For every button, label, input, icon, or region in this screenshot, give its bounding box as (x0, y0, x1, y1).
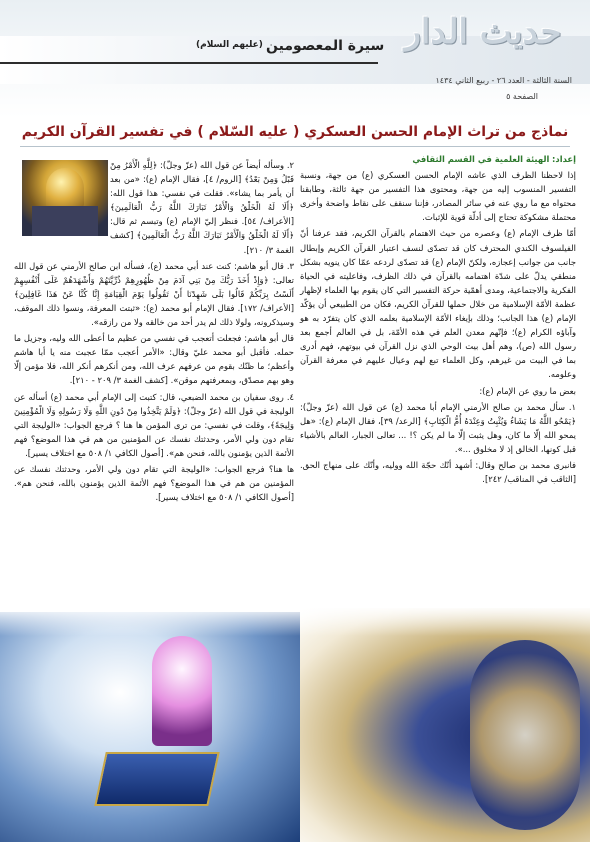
paragraph: ها هنا؟ فرجع الجواب: «الوليجة التي تقام دون ولي الأمر، وحدثتك نفسك عن المؤمنين من هم في هذا الموضع؟ فهم الأئمة الذين يؤمنون بالله، فنحن هم». [أصول الكافي ١/ ٥٠٨ مع اختلاف يسير]. (14, 463, 294, 503)
right-column (300, 152, 576, 488)
paragraph: ٣. قال أبو هاشم: كنت عند أبي محمد (ع)، فسأله ابن صالح الأرمني عن قول الله تعالى: ﴿وَإِذْ أَخَذَ رَبُّكَ مِنْ بَنِي آدَمَ مِنْ ظُهُورِهِمْ ذُرِّيَّتَهُمْ وَأَشْهَدَهُمْ عَلَى أَنْفُسِهِمْ أَلَسْتُ بِرَبِّكُمْ قَالُوا بَلَى شَهِدْنَا أَنْ تَقُولُوا يَوْمَ الْقِيَامَةِ إِنَّا كُنَّا عَنْ هَذَا غَافِلِينَ﴾ [الأعراف/ ١٧٢]. فقال الإمام أبو محمد (ع): «ثبتت المعرفة، ونسوا ذلك الموقف، وسيذكرونه، ولولا ذلك لم يدر أحد من خالقه ولا من رازقه». (14, 260, 295, 328)
logo-title: حديث الدار (404, 12, 562, 52)
quran-book (94, 752, 219, 806)
left-column (14, 158, 294, 506)
article-title: نماذج من تراث الإمام الحسن العسكري ( عليه السّلام ) في تفسير القرآن الكريم (21, 124, 569, 140)
section-subtitle: (عليهم السلام) (196, 40, 263, 50)
quran-lamp-image (0, 612, 300, 842)
paragraph: قال أبو هاشم: فجعلت أتعجب في نفسي من عظيم ما أعطى الله وليه، وجزيل ما حمله. فأقبل أبو محمد عليّ وقال: «الأمر أعجب ممّا عجبت منه يا أبا هاشم وأعظم؛ ما ظنّك بقوم من عرفهم عرف الله، ومن أنكرهم أنكر الله، فلا مؤمن إلّا وهو بهم مصدّق، وبمعرفتهم موقن». [كشف الغمة ٣/ ٢٠٩ - ٢١٠]. (14, 333, 294, 386)
author-line (300, 152, 576, 166)
image-fade (0, 606, 590, 636)
magazine-logo (388, 6, 578, 110)
issue-line: السنة الثالثة - العدد ٢٦ - ربيع الثاني ١٤٣٤ (435, 76, 572, 85)
paragraph: فانبرى محمد بن صالح وقال: أشهد أنّك حجّة الله ووليه، وأنّك على منهاج الحق. [الثاقب في المناقب/ ٢٤٢]. (300, 459, 576, 485)
paragraph: بعض ما روي عن الإمام (ع): (479, 385, 576, 396)
paragraph: ١. سأل محمد بن صالح الأرمني الإمام أبا محمد (ع) عن قول الله (عزّ وجلّ): ﴿يَمْحُو اللَّهُ مَا يَشَاءُ وَيُثْبِتُ وَعِنْدَهُ أُمُّ الْكِتَابِ﴾ [الرعد/ ٣٩]، فقال الإمام (ع): «هل يمحو الله إلّا ما كان، وهل يثبت إلّا ما لم يكن ؟! ... تعالى الجبار، العالم بالأشياء قبل كونها، الخالق إذ لا مخلوق ...». (300, 401, 577, 454)
section-divider (0, 62, 378, 64)
paragraph: ٢. وسأله أيضاً عن قول الله (عزّ وجلّ): ﴿لِلَّهِ الْأَمْرُ مِنْ قَبْلُ وَمِنْ بَعْدُ﴾ [الروم/ ٤]، فقال الإمام (ع): «من بعد أن يأمر بما يشاء». فقلت في نفسي: هذا قول الله: ﴿أَلَا لَهُ الْخَلْقُ وَالْأَمْرُ تَبَارَكَ اللَّهُ رَبُّ الْعَالَمِينَ﴾ [الأعراف/ ٥٤]. فنظر إليّ الإمام (ع) وتبسم ثم قال: ﴿أَلَا لَهُ الْخَلْقُ وَالْأَمْرُ تَبَارَكَ اللَّهُ رَبُّ الْعَالَمِينَ﴾ [كشف الغمة ٣/ ٢١٠]. (110, 160, 295, 255)
section-title: سيرة المعصومين (266, 38, 385, 54)
page-number: الصفحة ٥ (506, 92, 538, 101)
lamp-glow (152, 636, 212, 746)
calligraphy-medallion (470, 640, 580, 830)
paragraph: أمّا ظرف الإمام (ع) وعصره من حيث الاهتمام بالقرآن الكريم، فقد عرفنا أنّ الفيلسوف الكندي المحترف كان قد تصدّى لنسف اعتبار القرآن الكريم وإبطال جانب من جوانب إعجازه، ولكنّ الإمام (ع) قد تصدّى لردعه عمّا كان ينويه بشكل منطقي يدلّ على شدّة اهتمامه بالقرآن في ذلك الظرف، وفاعليته في الحياة الفكرية والاجتماعية، ومدى أهمّية حركة التفسير التي كان يقوم بها العلماء لإظهار عظمة الأمّة الإسلامية من خلال حملها للقرآن الكريم، فكان من الطبيعي أن يؤكّد الإمام (ع) هذا الجانب؛ وذلك بإيغاء الأمّة الإسلامية بعلمه الذي كان يتفرّد به هو وآباؤه الكرام (ع)؛ فإنّهم معدن العلم في هذه الأمّة، بل في العالم أجمع بعد رسول الله (ص)، وهم أهل بيت الوحي الذي نزل القرآن في بيوتهم، فهم أدرى بما في البيت من غيرهم، وكل العلماء تبع لهم وعيال عليهم في معرفة القرآن وعلومه. (300, 228, 576, 380)
paragraph: إذا لاحظنا الظرف الذي عاشه الإمام الحسن العسكري (ع) من جهة، ونسبة التفسير المنسوب إليه من جهة، ومحتوى هذا التفسير من جهة ثالثة، وطابقنا محتواه مع ما روي عنه في سائر المصادر، فإننا سنقف على نقاط واضحة وأخرى محتملة مشكوكة تحتاج إلى أدلّة قوية للإثبات. (300, 170, 576, 223)
title-divider (20, 146, 570, 147)
paragraph: ٤. روى سفيان بن محمد الضبعي، قال: كتبت إلى الإمام أبي محمد (ع) أسأله عن الوليجة في قول الله (عزّ وجلّ): ﴿وَلَمْ يَتَّخِذُوا مِنْ دُونِ اللَّهِ وَلَا رَسُولِهِ وَلَا الْمُؤْمِنِينَ وَلِيجَةً﴾، وقلت في نفسي: من ترى المؤمن ها هنا ؟ فرجع الجواب: «الوليجة التي تقام دون ولي الأمر، وحدثتك نفسك عن المؤمنين من هم في هذا الموضع؟ فهم الأئمة الذين يؤمنون بالله، فنحن هم». [أصول الكافي ١/ ٥٠٨ مع اختلاف يسير]. (14, 391, 294, 458)
author-name: الهيئة العلمية في القسم الثقافي (412, 154, 550, 164)
author-label: إعداد: (552, 154, 576, 164)
